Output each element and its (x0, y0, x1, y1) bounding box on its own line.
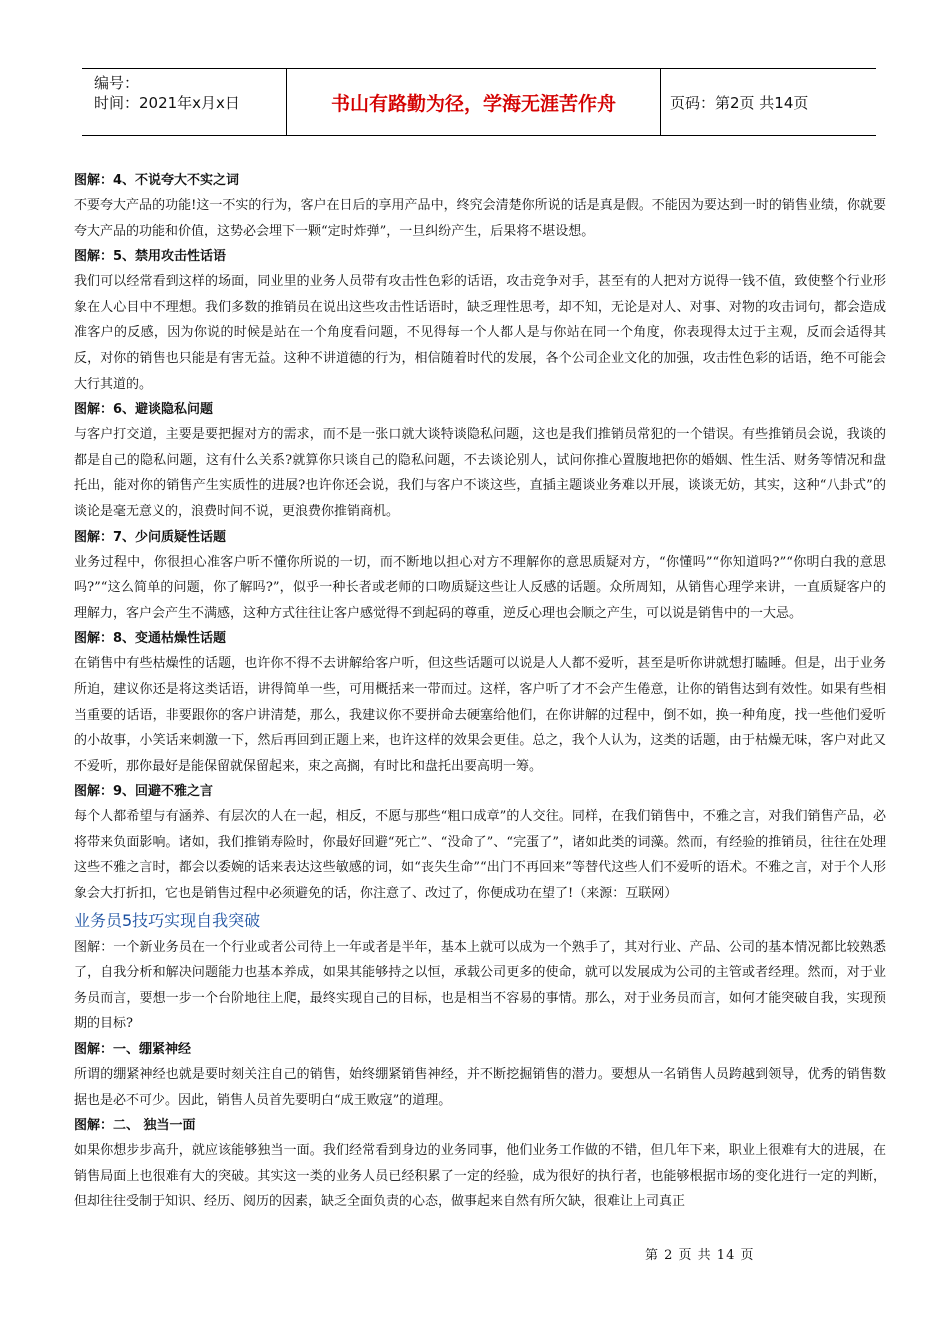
paragraph: 我们可以经常看到这样的场面，同业里的业务人员带有攻击性色彩的话语，攻击竞争对手，甚至有的人把对方说得一钱不值，致使整个行业形象在人心目中不理想。我们多数的推销员在说出这些攻击性话语时，缺乏理性思考，却不知，无论是对人、对事、对物的攻击词句，都会造成准客户的反感，因为你说的时候是站在一个角度看问题，不见得每一个人都人是与你站在同一个角度，你表现得太过于主观，反而会适得其反，对你的销售也只能是有害无益。这种不讲道德的行为，相信随着时代的发展，各个公司企业文化的加强，攻击性色彩的话语，绝不可能会大行其道的。 (74, 274, 886, 392)
paragraph: 在销售中有些枯燥性的话题，也许你不得不去讲解给客户听，但这些话题可以说是人人都不爱听，甚至是听你讲就想打瞌睡。但是，出于业务所迫，建议你还是将这类话语，讲得简单一些，可用概括来一带而过。这样，客户听了才不会产生倦意，让你的销售达到有效性。如果有些相当重要的话语，非要跟你的客户讲清楚，那么，我建议你不要拼命去硬塞给他们，在你讲解的过程中，倒不如，换一种角度，找一些他们爱听的小故事，小笑话来刺激一下，然后再回到正题上来，也许这样的效果会更佳。总之，我个人认为，这类的话题，由于枯燥无味，客户对此又不爱听，那你最好是能保留就保留起来，束之高搁，有时比和盘托出要高明一筹。 (74, 656, 886, 774)
article-title: 业务员5技巧实现自我突破 (74, 910, 261, 930)
paragraph: 所谓的绷紧神经也就是要时刻关注自己的销售，始终绷紧销售神经，并不断挖掘销售的潜力。要想从一名销售人员跨越到领导，优秀的销售数据也是必不可少。因此，销售人员首先要明白“成王败寇”的道理。 (74, 1067, 886, 1108)
section-heading: 图解：9、回避不雅之言 (74, 784, 214, 800)
page-footer: 第 2 页 共 14 页 (645, 1248, 755, 1263)
paragraph: 如果你想步步高升，就应该能够独当一面。我们经常看到身边的业务同事，他们业务工作做的不错，但几年下来，职业上很难有大的进展，在销售局面上也很难有大的突破。其实这一类的业务人员已经积累了一定的经验，成为很好的执行者，也能够根据市场的变化进行一定的判断，但却往往受制于知识、经历、阅历的因素，缺乏全面负责的心态，做事起来自然有所欠缺，很难让上司真正 (74, 1143, 886, 1210)
section-heading: 图解：5、禁用攻击性话语 (74, 249, 227, 265)
page-label: 页码：第2页 共14页 (670, 93, 809, 112)
document-body (74, 168, 886, 1215)
motto-cell (287, 69, 661, 135)
section-heading: 图解：一、绷紧神经 (74, 1042, 192, 1058)
section-heading: 图解：二、 独当一面 (74, 1118, 196, 1134)
page-number-cell (661, 69, 876, 135)
section-heading: 图解：8、变通枯燥性话题 (74, 631, 227, 647)
paragraph: 不要夸大产品的功能!这一不实的行为，客户在日后的享用产品中，终究会清楚你所说的话是真是假。不能因为要达到一时的销售业绩，你就要夸大产品的功能和价值，这势必会埋下一颗“定时炸弹”，一旦纠纷产生，后果将不堪设想。 (74, 198, 886, 239)
paragraph: 与客户打交道，主要是要把握对方的需求，而不是一张口就大谈特谈隐私问题，这也是我们推销员常犯的一个错误。有些推销员会说，我谈的都是自己的隐私问题，这有什么关系?就算你只谈自己的隐私问题，不去谈论别人，试问你推心置腹地把你的婚姻、性生活、财务等情况和盘托出，能对你的销售产生实质性的进展?也许你还会说，我们与客户不谈这些，直插主题谈业务难以开展，谈谈无妨，其实，这种“八卦式”的谈论是毫无意义的，浪费时间不说，更浪费你推销商机。 (74, 427, 886, 519)
motto: 书山有路勤为径，学海无涯苦作舟 (330, 92, 616, 115)
header-table (82, 68, 876, 136)
paragraph: 图解：一个新业务员在一个行业或者公司待上一年或者是半年，基本上就可以成为一个熟手了，其对行业、产品、公司的基本情况都比较熟悉了，自我分析和解决问题能力也基本养成，如果其能够持之以恒，承载公司更多的使命，就可以发展成为公司的主管或者经理。然而，对于业务员而言，要想一步一个台阶地往上爬，最终实现自己的目标，也是相当不容易的事情。那么，对于业务员而言，如何才能突破自我，实现预期的目标? (74, 939, 886, 1032)
paragraph: 业务过程中，你很担心准客户听不懂你所说的一切，而不断地以担心对方不理解你的意思质疑对方，“你懂吗”“你知道吗?”“你明白我的意思吗?”“这么简单的问题，你了解吗?”，似乎一种长者或老师的口吻质疑这些让人反感的话题。众所周知，从销售心理学来讲，一直质疑客户的理解力，客户会产生不满感，这种方式往往让客户感觉得不到起码的尊重，逆反心理也会顺之产生，可以说是销售中的一大忌。 (74, 554, 886, 621)
section-heading: 图解：7、少问质疑性话题 (74, 529, 227, 545)
section-heading: 图解：6、避谈隐私问题 (74, 402, 214, 418)
number-label: 编号： (94, 74, 140, 92)
time-label: 时间：2021年x月x日 (94, 94, 240, 112)
section-heading: 图解：4、不说夸大不实之词 (74, 173, 240, 188)
header-meta-cell (82, 69, 287, 135)
paragraph: 每个人都希望与有涵养、有层次的人在一起，相反，不愿与那些“粗口成章”的人交往。同样，在我们销售中，不雅之言，对我们销售产品，必将带来负面影响。诸如，我们推销寿险时，你最好回避“死亡”、“没命了”、“完蛋了”，诸如此类的词藻。然而，有经验的推销员，往往在处理这些不雅之言时，都会以委婉的话来表达这些敏感的词，如“丧失生命”“出门不再回来”等替代这些人们不爱听的语术。不雅之言，对于个人形象会大打折扣，它也是销售过程中必须避免的话，你注意了、改过了，你便成功在望了!（来源：互联网） (74, 809, 886, 902)
